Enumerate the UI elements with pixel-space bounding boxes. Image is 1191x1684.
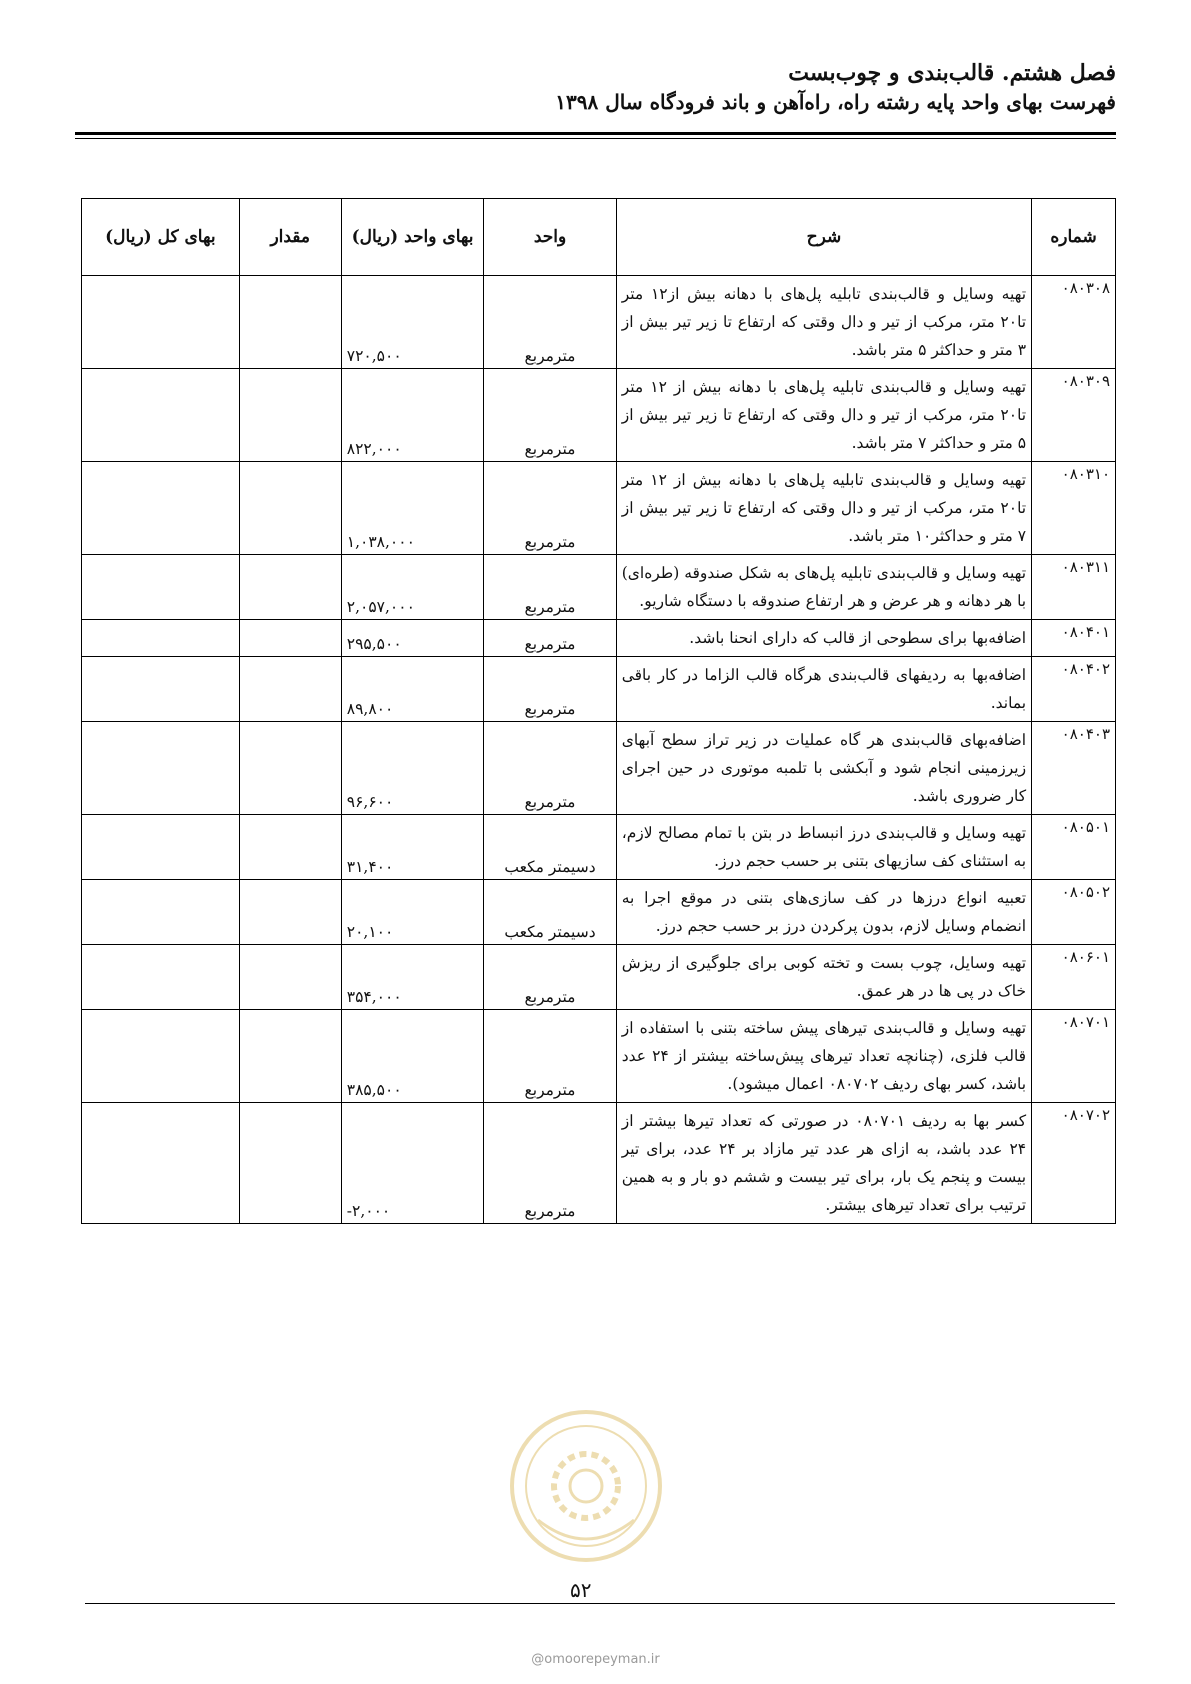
- row-code: ۰۸۰۳۱۰: [1032, 462, 1116, 555]
- row-unit-price: -۲,۰۰۰: [341, 1103, 484, 1224]
- row-total: [82, 369, 240, 462]
- row-quantity: [239, 369, 341, 462]
- row-quantity: [239, 462, 341, 555]
- header-rule-thick: [75, 132, 1116, 135]
- row-unit: دسیمتر مکعب: [484, 880, 616, 945]
- row-description: تهیه وسایل و قالب‌بندی درز انبساط در بتن با تمام مصالح لازم، به استثنای کف سازیهای بتنی بر حسب حجم درز.: [616, 815, 1031, 880]
- row-code: ۰۸۰۶۰۱: [1032, 945, 1116, 1010]
- row-total: [82, 945, 240, 1010]
- chapter-title: فصل هشتم. قالب‌بندی و چوب‌بست: [788, 60, 1116, 86]
- row-total: [82, 620, 240, 657]
- row-code: ۰۸۰۵۰۲: [1032, 880, 1116, 945]
- row-total: [82, 880, 240, 945]
- table-row: [82, 880, 1116, 945]
- row-code: ۰۸۰۷۰۱: [1032, 1010, 1116, 1103]
- column-header-unit: واحد: [484, 199, 616, 276]
- row-quantity: [239, 880, 341, 945]
- row-unit-price: ۲,۰۵۷,۰۰۰: [341, 555, 484, 620]
- row-unit: مترمربع: [484, 276, 616, 369]
- table-row: [82, 555, 1116, 620]
- price-table: [81, 198, 1116, 1224]
- row-code: ۰۸۰۵۰۱: [1032, 815, 1116, 880]
- row-code: ۰۸۰۳۱۱: [1032, 555, 1116, 620]
- column-header-quantity: مقدار: [239, 199, 341, 276]
- row-unit-price: ۲۰,۱۰۰: [341, 880, 484, 945]
- website-watermark: @omoorepeyman.ir: [531, 1652, 660, 1667]
- row-description: تعبیه انواع درزها در کف سازی‌های بتنی در موقع اجرا به انضمام وسایل لازم، بدون پرکردن درز بر حسب حجم درز.: [616, 880, 1031, 945]
- row-unit-price: ۳۸۵,۵۰۰: [341, 1010, 484, 1103]
- row-description: تهیه وسایل و قالب‌بندی تابلیه پل‌های با دهانه بیش از ۱۲ متر تا۲۰ متر، مرکب از تیر و دال وقتی که ارتفاع تا زیر تیر بیش از ۷ متر و حداکثر۱۰ متر باشد.: [616, 462, 1031, 555]
- row-quantity: [239, 945, 341, 1010]
- row-description: تهیه وسایل و قالب‌بندی تابلیه پل‌های به شکل صندوقه (طره‌ای) با هر دهانه و هر عرض و هر ارتفاع صندوقه با دستگاه شاریو.: [616, 555, 1031, 620]
- column-header-total: بهای کل (ریال): [82, 199, 240, 276]
- column-header-unit-price: بهای واحد (ریال): [341, 199, 484, 276]
- row-quantity: [239, 1103, 341, 1224]
- row-quantity: [239, 620, 341, 657]
- table-row: [82, 276, 1116, 369]
- row-quantity: [239, 276, 341, 369]
- row-unit: مترمربع: [484, 462, 616, 555]
- row-unit: مترمربع: [484, 369, 616, 462]
- row-code: ۰۸۰۴۰۱: [1032, 620, 1116, 657]
- row-description: اضافه‌بهای قالب‌بندی هر گاه عملیات در زیر تراز سطح آبهای زیرزمینی انجام شود و آبکشی با تلمبه موتوری در حین اجرای کار ضروری باشد.: [616, 722, 1031, 815]
- row-description: تهیه وسایل و قالب‌بندی تیرهای پیش ساخته بتنی با استفاده از قالب فلزی، (چنانچه تعداد تیرهای پیش‌ساخته بیشتر از ۲۴ عدد باشد، کسر بهای ردیف ۰۸۰۷۰۲ اعمال میشود).: [616, 1010, 1031, 1103]
- row-unit: دسیمتر مکعب: [484, 815, 616, 880]
- row-description: تهیه وسایل و قالب‌بندی تابلیه پل‌های با دهانه بیش از۱۲ متر تا۲۰ متر، مرکب از تیر و دال وقتی که ارتفاع تا زیر تیر بیش از ۳ متر و حداکثر ۵ متر باشد.: [616, 276, 1031, 369]
- row-description: تهیه وسایل و قالب‌بندی تابلیه پل‌های با دهانه بیش از ۱۲ متر تا۲۰ متر، مرکب از تیر و دال وقتی که ارتفاع تا زیر تیر بیش از ۵ متر و حداکثر ۷ متر باشد.: [616, 369, 1031, 462]
- row-unit: مترمربع: [484, 620, 616, 657]
- row-total: [82, 1103, 240, 1224]
- row-description: کسر بها به ردیف ۰۸۰۷۰۱ در صورتی که تعداد تیرها بیشتر از ۲۴ عدد باشد، به ازای هر عدد تیر مازاد بر ۲۴ عدد، برای تیر بیست و پنجم یک بار، برای تیر بیست و ششم دو بار و به همین ترتیب برای تعداد تیرهای بیشتر.: [616, 1103, 1031, 1224]
- row-code: ۰۸۰۴۰۲: [1032, 657, 1116, 722]
- row-total: [82, 555, 240, 620]
- row-unit-price: ۳۱,۴۰۰: [341, 815, 484, 880]
- header-rule-thin: [75, 138, 1116, 139]
- row-code: ۰۸۰۳۰۹: [1032, 369, 1116, 462]
- row-description: اضافه‌بها برای سطوحی از قالب که دارای انحنا باشد.: [616, 620, 1031, 657]
- column-header-code: شماره: [1032, 199, 1116, 276]
- row-unit-price: ۸۲۲,۰۰۰: [341, 369, 484, 462]
- row-quantity: [239, 722, 341, 815]
- row-unit: مترمربع: [484, 1103, 616, 1224]
- row-unit: مترمربع: [484, 945, 616, 1010]
- row-quantity: [239, 657, 341, 722]
- table-row: [82, 620, 1116, 657]
- table-body: [82, 276, 1116, 1224]
- column-header-description: شرح: [616, 199, 1031, 276]
- table-header-row: [82, 199, 1116, 276]
- table-row: [82, 945, 1116, 1010]
- table-row: [82, 1010, 1116, 1103]
- row-description: اضافه‌بها به ردیفهای قالب‌بندی هرگاه قالب الزاما در کار باقی بماند.: [616, 657, 1031, 722]
- row-unit: مترمربع: [484, 657, 616, 722]
- row-unit-price: ۲۹۵,۵۰۰: [341, 620, 484, 657]
- row-unit-price: ۸۹,۸۰۰: [341, 657, 484, 722]
- row-unit-price: ۳۵۴,۰۰۰: [341, 945, 484, 1010]
- row-quantity: [239, 555, 341, 620]
- row-quantity: [239, 1010, 341, 1103]
- row-code: ۰۸۰۴۰۳: [1032, 722, 1116, 815]
- row-unit-price: ۱,۰۳۸,۰۰۰: [341, 462, 484, 555]
- table-row: [82, 722, 1116, 815]
- row-unit: مترمربع: [484, 722, 616, 815]
- row-total: [82, 657, 240, 722]
- table-row: [82, 1103, 1116, 1224]
- page-number: ۵۲: [570, 1578, 592, 1602]
- row-total: [82, 722, 240, 815]
- row-description: تهیه وسایل، چوب بست و تخته کوبی برای جلوگیری از ریزش خاک در پی ها در هر عمق.: [616, 945, 1031, 1010]
- publisher-seal-icon: [508, 1408, 664, 1564]
- row-total: [82, 462, 240, 555]
- footer-rule: [85, 1603, 1115, 1604]
- row-unit: مترمربع: [484, 1010, 616, 1103]
- row-code: ۰۸۰۳۰۸: [1032, 276, 1116, 369]
- document-subtitle: فهرست بهای واحد پایه رشته راه، راه‌آهن و باند فرودگاه سال ۱۳۹۸: [555, 90, 1116, 114]
- row-total: [82, 276, 240, 369]
- row-unit: مترمربع: [484, 555, 616, 620]
- table-row: [82, 815, 1116, 880]
- row-total: [82, 1010, 240, 1103]
- row-code: ۰۸۰۷۰۲: [1032, 1103, 1116, 1224]
- table-row: [82, 462, 1116, 555]
- row-quantity: [239, 815, 341, 880]
- row-unit-price: ۹۶,۶۰۰: [341, 722, 484, 815]
- page-header: [76, 58, 1116, 116]
- row-unit-price: ۷۲۰,۵۰۰: [341, 276, 484, 369]
- table-row: [82, 369, 1116, 462]
- table-row: [82, 657, 1116, 722]
- row-total: [82, 815, 240, 880]
